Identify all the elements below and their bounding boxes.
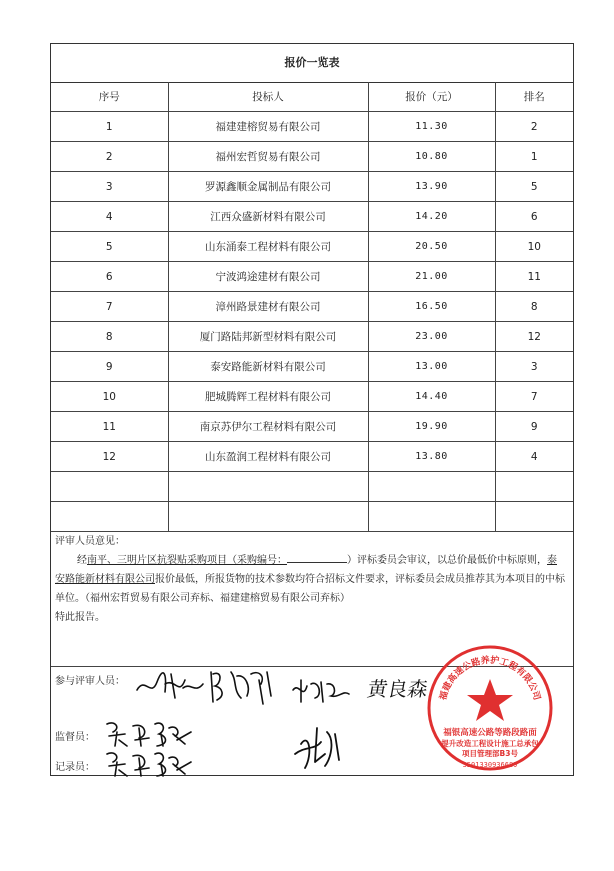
cell-no: 7: [51, 292, 168, 322]
table-row: [51, 202, 573, 232]
seal-line-3: 项目管理部B3号: [462, 749, 518, 758]
cell-rank: 3: [495, 352, 573, 382]
cell-no: 1: [51, 112, 168, 142]
cell-no: 6: [51, 262, 168, 292]
official-seal: [425, 643, 555, 773]
approver-signature: [291, 714, 351, 772]
cell-no: 11: [51, 412, 168, 442]
seal-line-2: 提升改造工程设计施工总承包: [441, 739, 539, 748]
supervisor-signature: [105, 718, 195, 748]
cell-price: 16.50: [368, 292, 495, 322]
empty-cell: [168, 502, 368, 532]
cell-bidder: 罗源鑫顺金属制品有限公司: [168, 172, 368, 202]
table-row: [51, 322, 573, 352]
cell-no: 9: [51, 352, 168, 382]
cell-rank: 6: [495, 202, 573, 232]
reviewer-4-name: 黄良森: [365, 677, 430, 701]
cell-bidder: 漳州路景建材有限公司: [168, 292, 368, 322]
cell-bidder: 山东涌泰工程材料有限公司: [168, 232, 368, 262]
cell-price: 14.20: [368, 202, 495, 232]
cell-price: 20.50: [368, 232, 495, 262]
table-row: [51, 412, 573, 442]
cell-rank: 4: [495, 442, 573, 472]
cell-bidder: 肥城腾辉工程材料有限公司: [168, 382, 368, 412]
cell-bidder: 宁波鸿途建材有限公司: [168, 262, 368, 292]
header-bidder: 投标人: [168, 82, 368, 112]
supervisor-label: 监督员：: [55, 732, 95, 743]
opinion-detail: 报价最低，所报货物的技术参数均符合招标文件要求，评标委员会成员推荐其为本项目的中标单位。（福州宏哲贸易有限公司弃标、福建建榕贸易有限公司弃标）: [55, 574, 565, 604]
empty-cell: [51, 472, 168, 502]
cell-rank: 2: [495, 112, 573, 142]
winning-bidder: 泰安路能新材料有限公司: [55, 555, 557, 585]
cell-no: 2: [51, 142, 168, 172]
cell-bidder: 南京苏伊尔工程材料有限公司: [168, 412, 368, 442]
cell-rank: 5: [495, 172, 573, 202]
cell-no: 12: [51, 442, 168, 472]
cell-rank: 9: [495, 412, 573, 442]
cell-price: 13.90: [368, 172, 495, 202]
cell-no: 4: [51, 202, 168, 232]
table-row: [51, 442, 573, 472]
empty-row: [51, 472, 573, 502]
reviewer-signature-2: [207, 666, 277, 706]
table-row: [51, 142, 573, 172]
cell-price: 11.30: [368, 112, 495, 142]
cell-no: 5: [51, 232, 168, 262]
reviewers-label: 参与评审人员：: [55, 676, 125, 687]
empty-cell: [368, 472, 495, 502]
empty-cell: [368, 502, 495, 532]
seal-code: 3501330936689: [462, 761, 518, 769]
cell-bidder: 福州宏哲贸易有限公司: [168, 142, 368, 172]
closing-text: 特此报告。: [55, 612, 105, 623]
header-rank: 排名: [495, 82, 573, 112]
table-row: [51, 112, 573, 142]
opinion-label: 评审人员意见：: [55, 536, 125, 547]
cell-rank: 12: [495, 322, 573, 352]
table-row: [51, 262, 573, 292]
table-row: [51, 352, 573, 382]
opinion-text: [55, 551, 565, 608]
seal-line-1: 福银高速公路等路段路面: [443, 728, 537, 738]
cell-rank: 8: [495, 292, 573, 322]
cell-bidder: 福建建榕贸易有限公司: [168, 112, 368, 142]
cell-no: 8: [51, 322, 168, 352]
cell-bidder: 泰安路能新材料有限公司: [168, 352, 368, 382]
cell-rank: 10: [495, 232, 573, 262]
cell-price: 14.40: [368, 382, 495, 412]
opinion-lead: 经: [77, 555, 87, 566]
table-row: [51, 172, 573, 202]
recorder-label: 记录员：: [55, 762, 95, 773]
cell-price: 13.00: [368, 352, 495, 382]
empty-row: [51, 502, 573, 532]
cell-no: 3: [51, 172, 168, 202]
table-row: [51, 292, 573, 322]
header-price: 报价（元）: [368, 82, 495, 112]
cell-no: 10: [51, 382, 168, 412]
opinion-clause: ）评标委员会审议，以总价最低价中标原则，: [347, 555, 547, 566]
cell-rank: 11: [495, 262, 573, 292]
recorder-signature: [105, 748, 195, 778]
bid-table: [51, 82, 573, 532]
cell-price: 21.00: [368, 262, 495, 292]
empty-cell: [168, 472, 368, 502]
procurement-number-blank: [287, 552, 347, 563]
seal-top-text: 福建高速公路养护工程有限公司: [438, 655, 542, 702]
page-title: 报价一览表: [51, 44, 573, 83]
cell-bidder: 山东盈润工程材料有限公司: [168, 442, 368, 472]
header-no: 序号: [51, 82, 168, 112]
seal-star-icon: [467, 679, 513, 721]
cell-bidder: 厦门路陆邦新型材料有限公司: [168, 322, 368, 352]
empty-cell: [495, 472, 573, 502]
table-row: [51, 382, 573, 412]
empty-cell: [51, 502, 168, 532]
cell-rank: 7: [495, 382, 573, 412]
cell-bidder: 江西众盛新材料有限公司: [168, 202, 368, 232]
cell-price: 10.80: [368, 142, 495, 172]
empty-cell: [495, 502, 573, 532]
project-name: 南平、三明片区抗裂贴采购项目（采购编号：: [87, 555, 287, 566]
cell-price: 23.00: [368, 322, 495, 352]
cell-price: 19.90: [368, 412, 495, 442]
cell-rank: 1: [495, 142, 573, 172]
reviewer-signature-1: [135, 668, 205, 702]
table-row: [51, 232, 573, 262]
cell-price: 13.80: [368, 442, 495, 472]
table-header-row: [51, 82, 573, 112]
reviewer-signature-3: [291, 676, 351, 706]
